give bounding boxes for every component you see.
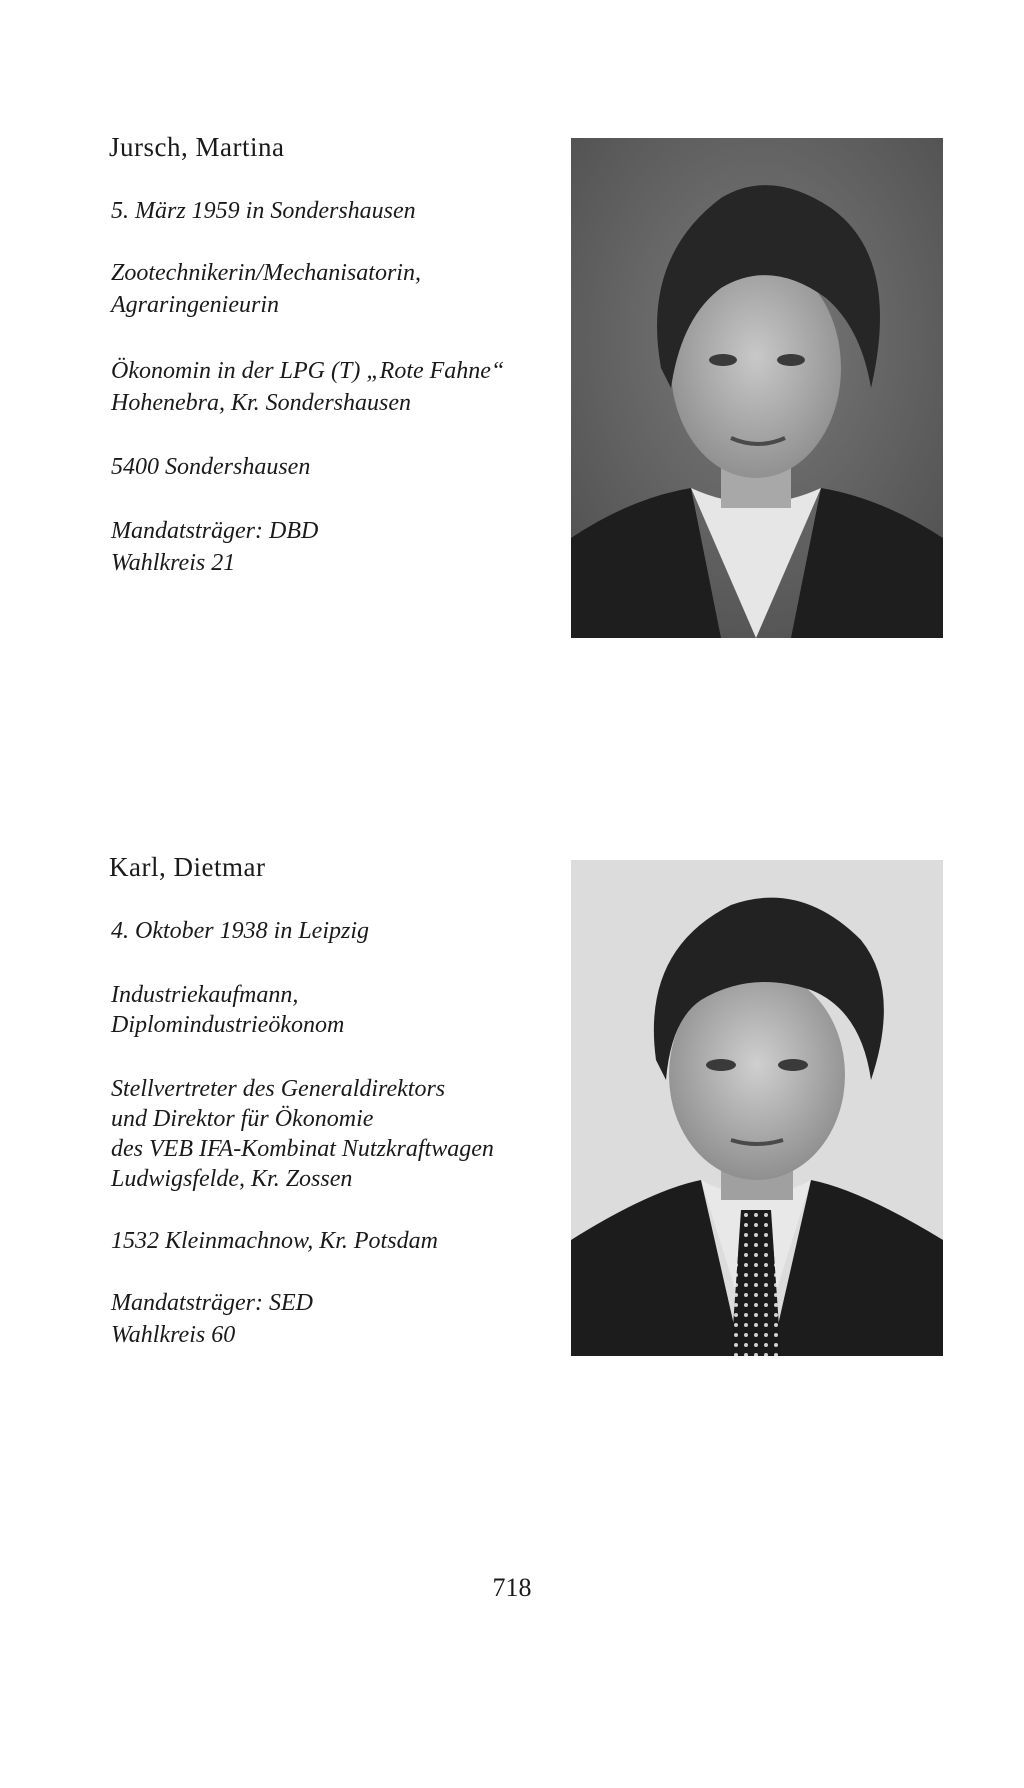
position-line: und Direktor für Ökonomie bbox=[111, 1106, 374, 1132]
profession-line: Industriekaufmann, bbox=[111, 982, 299, 1008]
birth-info: 4. Oktober 1938 in Leipzig bbox=[111, 918, 369, 944]
address: 5400 Sondershausen bbox=[111, 454, 311, 480]
position-line: des VEB IFA-Kombinat Nutzkraftwagen bbox=[111, 1136, 494, 1162]
portrait-photo-illustration bbox=[571, 138, 943, 638]
profession-line: Agraringenieurin bbox=[111, 292, 279, 318]
mandate: Mandatsträger: SED bbox=[111, 1290, 313, 1316]
position-line: Stellvertreter des Generaldirektors bbox=[111, 1076, 446, 1102]
profession-line: Zootechnikerin/Mechanisatorin, bbox=[111, 260, 421, 286]
birth-info: 5. März 1959 in Sondershausen bbox=[111, 198, 416, 224]
constituency: Wahlkreis 21 bbox=[111, 550, 236, 576]
biography-entry bbox=[0, 0, 1024, 700]
person-name: Karl, Dietmar bbox=[109, 852, 266, 882]
portrait-photo bbox=[571, 860, 943, 1356]
profession-line: Diplomindustrieökonom bbox=[111, 1012, 345, 1038]
portrait-photo bbox=[571, 138, 943, 638]
address: 1532 Kleinmachnow, Kr. Potsdam bbox=[111, 1228, 438, 1254]
constituency: Wahlkreis 60 bbox=[111, 1322, 236, 1348]
page-number: 718 bbox=[492, 1573, 532, 1602]
portrait-photo-illustration bbox=[571, 860, 943, 1356]
position-line: Hohenebra, Kr. Sondershausen bbox=[111, 390, 411, 416]
person-name: Jursch, Martina bbox=[109, 132, 285, 162]
position-line: Ludwigsfelde, Kr. Zossen bbox=[111, 1166, 353, 1192]
biography-entry bbox=[0, 700, 1024, 1420]
mandate: Mandatsträger: DBD bbox=[111, 518, 319, 544]
position-line: Ökonomin in der LPG (T) „Rote Fahne“ bbox=[111, 358, 505, 384]
